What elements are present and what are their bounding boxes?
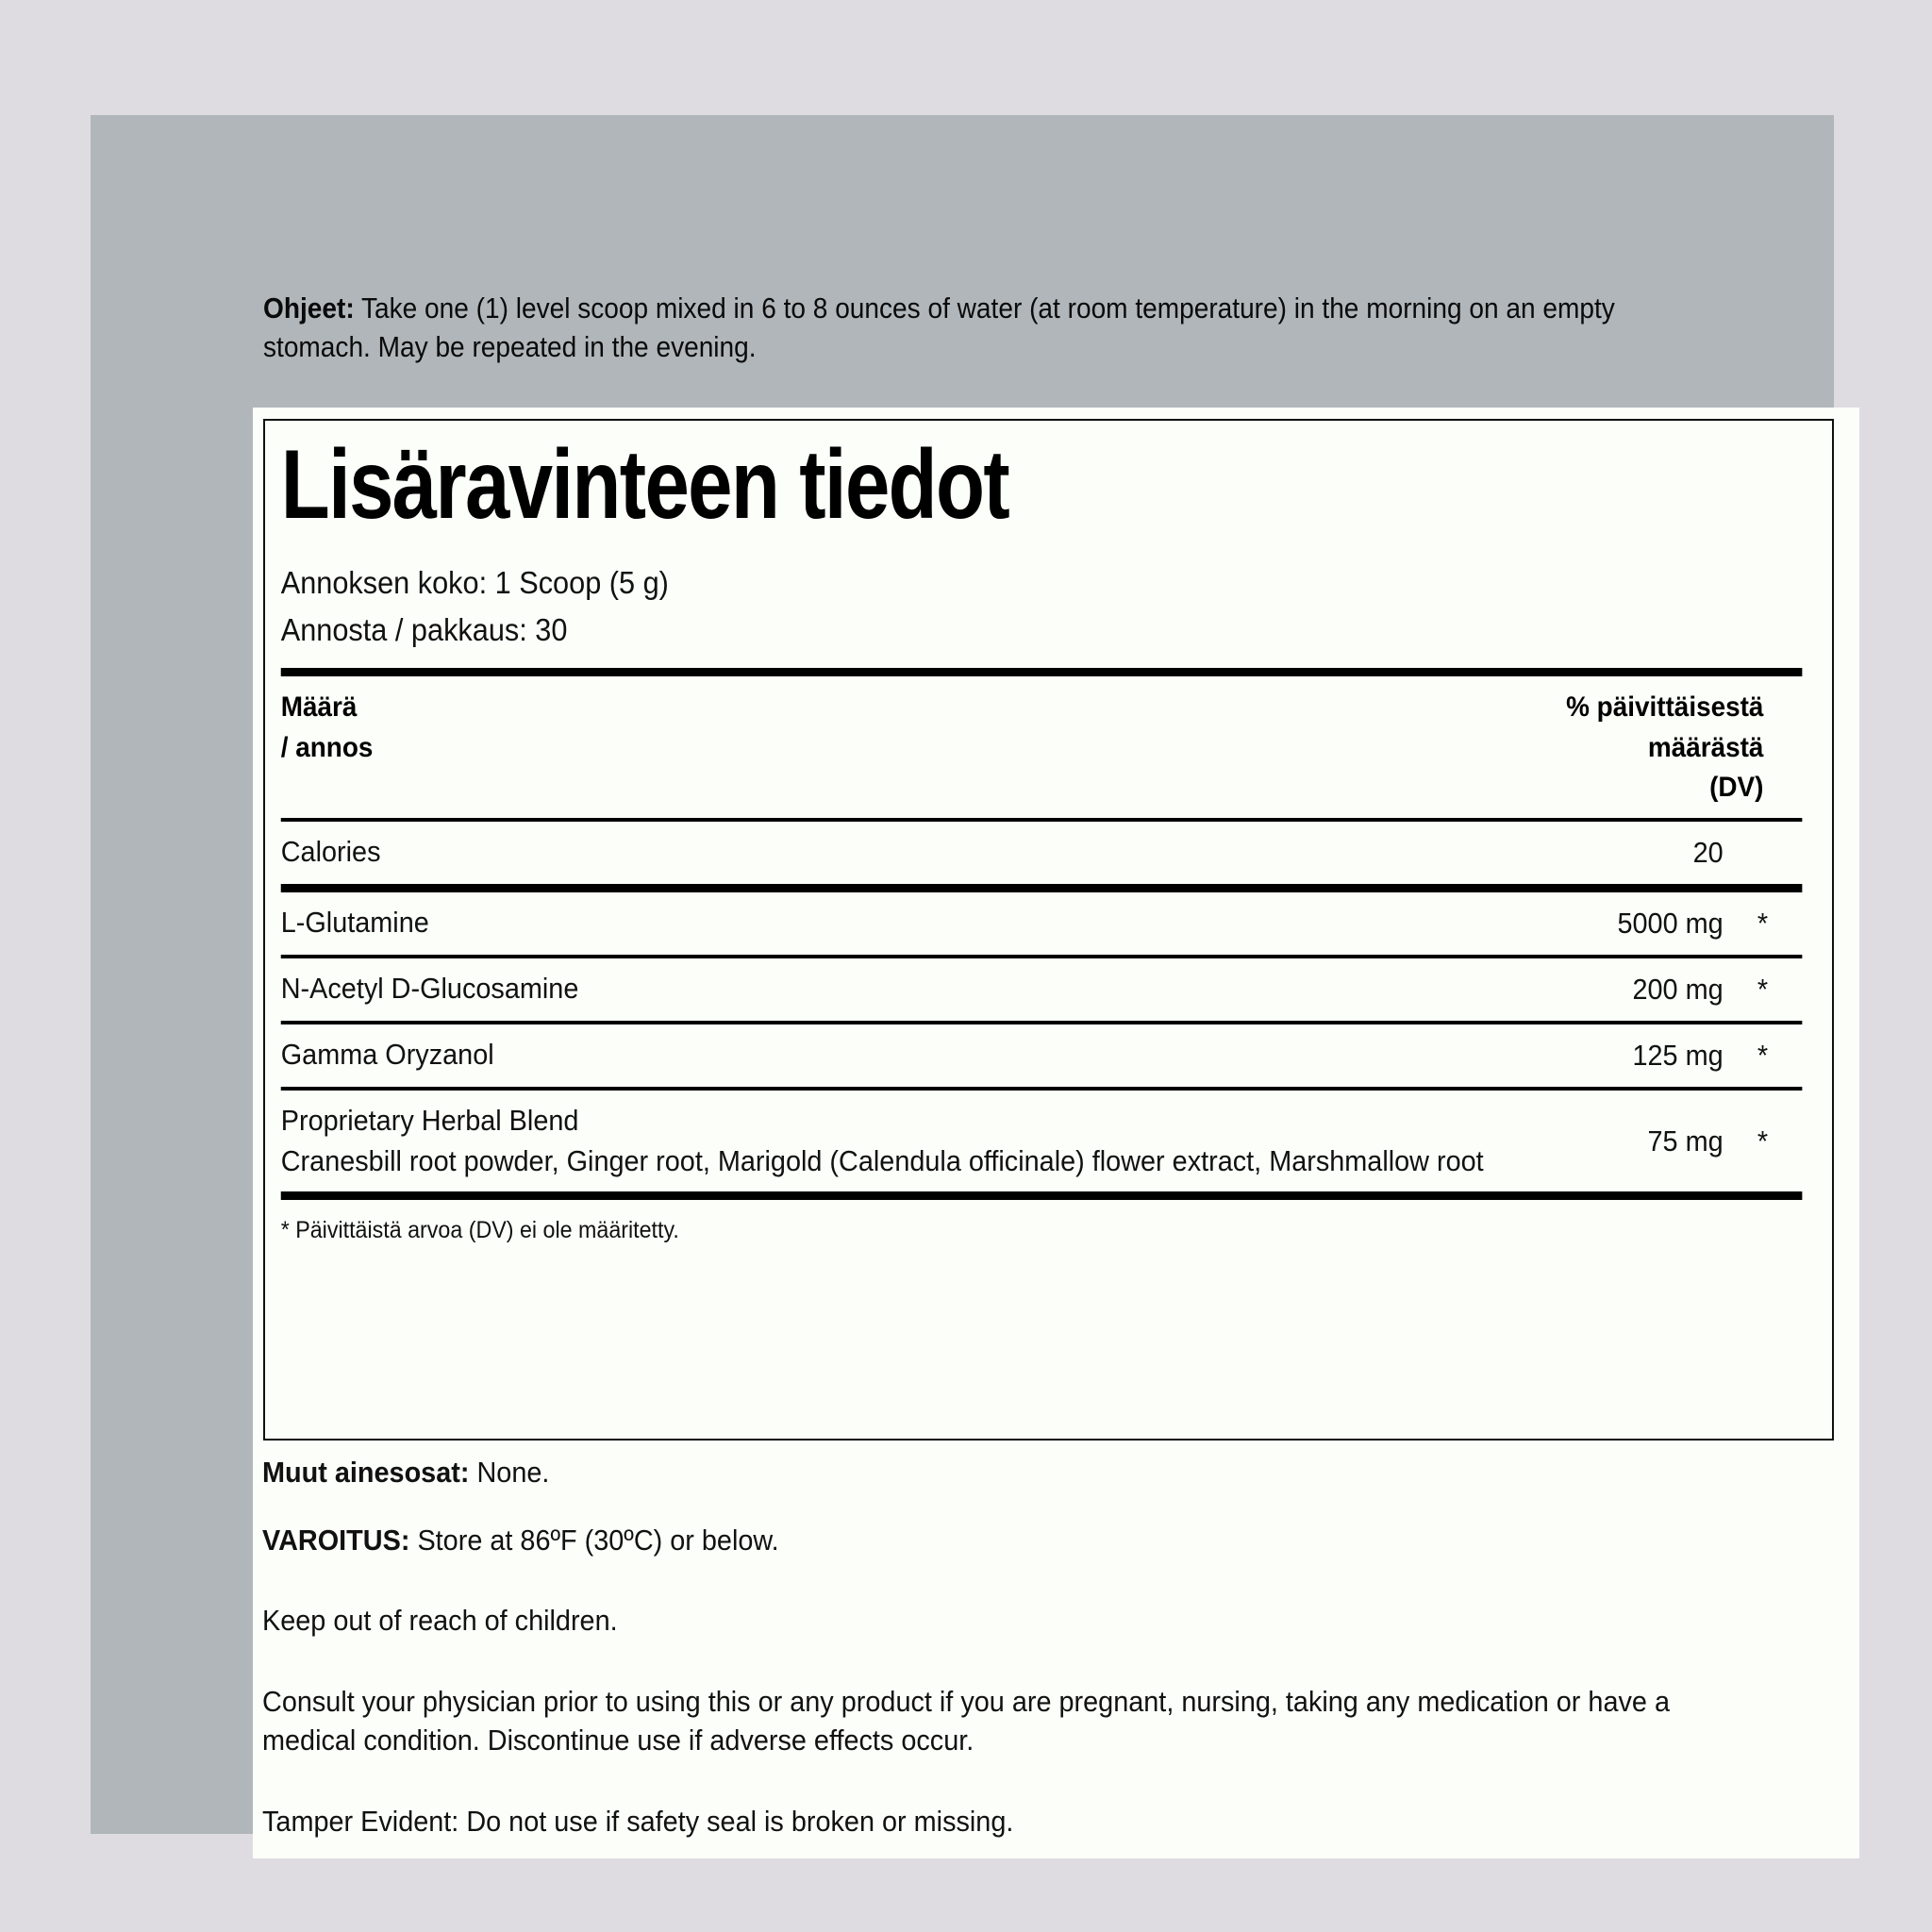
nutrient-amount: 125 mg (1632, 1038, 1724, 1072)
supplement-facts-title: Lisäravinteen tiedot (280, 430, 1009, 540)
blend-title: Proprietary Herbal Blend (280, 1103, 579, 1137)
other-ingredients-label: Muut ainesosat: (262, 1456, 470, 1489)
table-header-amount-per-serving (281, 688, 374, 768)
directions-text: Take one (1) level scoop mixed in 6 to 8 ounces of water (at room temperature) in the morning on an empty stomach. May be repeated in the evening. (263, 292, 1615, 363)
nutrient-name: Calories (280, 835, 381, 869)
nutrient-name: L-Glutamine (280, 906, 429, 940)
tamper-evident-text: Tamper Evident: Do not use if safety seal is broken or missing. (262, 1804, 1014, 1838)
table-row (281, 892, 1803, 955)
other-ingredients-line (262, 1453, 1745, 1492)
header-amount-line2: / annos (280, 731, 374, 763)
rule-above-header (281, 668, 1803, 676)
nutrient-daily-value: * (1757, 972, 1769, 1006)
warning-label: VAROITUS: (262, 1523, 410, 1557)
serving-size: Annoksen koko: 1 Scoop (5 g) (280, 565, 669, 601)
nutrient-daily-value: * (1757, 1038, 1769, 1072)
table-header-row (281, 676, 1803, 818)
nutrient-daily-value: * (1757, 906, 1769, 940)
consult-physician-text: Consult your physician prior to using this or any product if you are pregnant, nursing, taking any medication or have a medical condition. Discontinue use if adverse effects occur. (262, 1684, 1670, 1757)
nutrient-name: Gamma Oryzanol (280, 1038, 494, 1072)
table-row (281, 958, 1803, 1021)
supplement-facts-box (263, 419, 1834, 1441)
nutrient-amount: 5000 mg (1617, 906, 1724, 940)
table-row-blend (281, 1091, 1803, 1192)
header-amount-line1: Määrä (280, 691, 358, 723)
header-dv-line1: % päivittäisestä (1566, 691, 1764, 723)
directions-block (263, 290, 1700, 366)
blend-daily-value: * (1757, 1124, 1769, 1158)
servings-per-container: Annosta / pakkaus: 30 (280, 612, 568, 648)
daily-value-footnote: * Päivittäistä arvoa (DV) ei ole määritetty. (280, 1217, 679, 1244)
rule-below-table (281, 1191, 1803, 1200)
blend-description: Cranesbill root powder, Ginger root, Marigold (Calendula officinale) flower extract, Marshmallow root (280, 1143, 1484, 1177)
table-row (281, 1024, 1803, 1087)
nutrient-amount: 200 mg (1632, 972, 1724, 1006)
other-ingredients-value: None. (469, 1456, 550, 1489)
warning-value: Store at 86ºF (30ºC) or below. (409, 1523, 779, 1557)
nutrient-amount: 20 (1692, 835, 1724, 869)
rule-after-calories (281, 884, 1803, 892)
blend-text (281, 1101, 1548, 1182)
gray-panel (91, 115, 1834, 1838)
blend-amount: 75 mg (1647, 1124, 1724, 1158)
header-dv-line3: (DV) (1709, 772, 1764, 804)
table-header-daily-value (1566, 688, 1802, 808)
directions-label: Ohjeet: (263, 292, 355, 325)
warning-line (262, 1521, 1745, 1560)
nutrient-name: N-Acetyl D-Glucosamine (280, 972, 579, 1006)
label-white-panel (253, 408, 1859, 1858)
keep-out-of-reach-text: Keep out of reach of children. (262, 1604, 618, 1638)
header-dv-line2: määrästä (1647, 731, 1764, 763)
additional-info-block (262, 1453, 1745, 1840)
table-row (281, 822, 1803, 884)
